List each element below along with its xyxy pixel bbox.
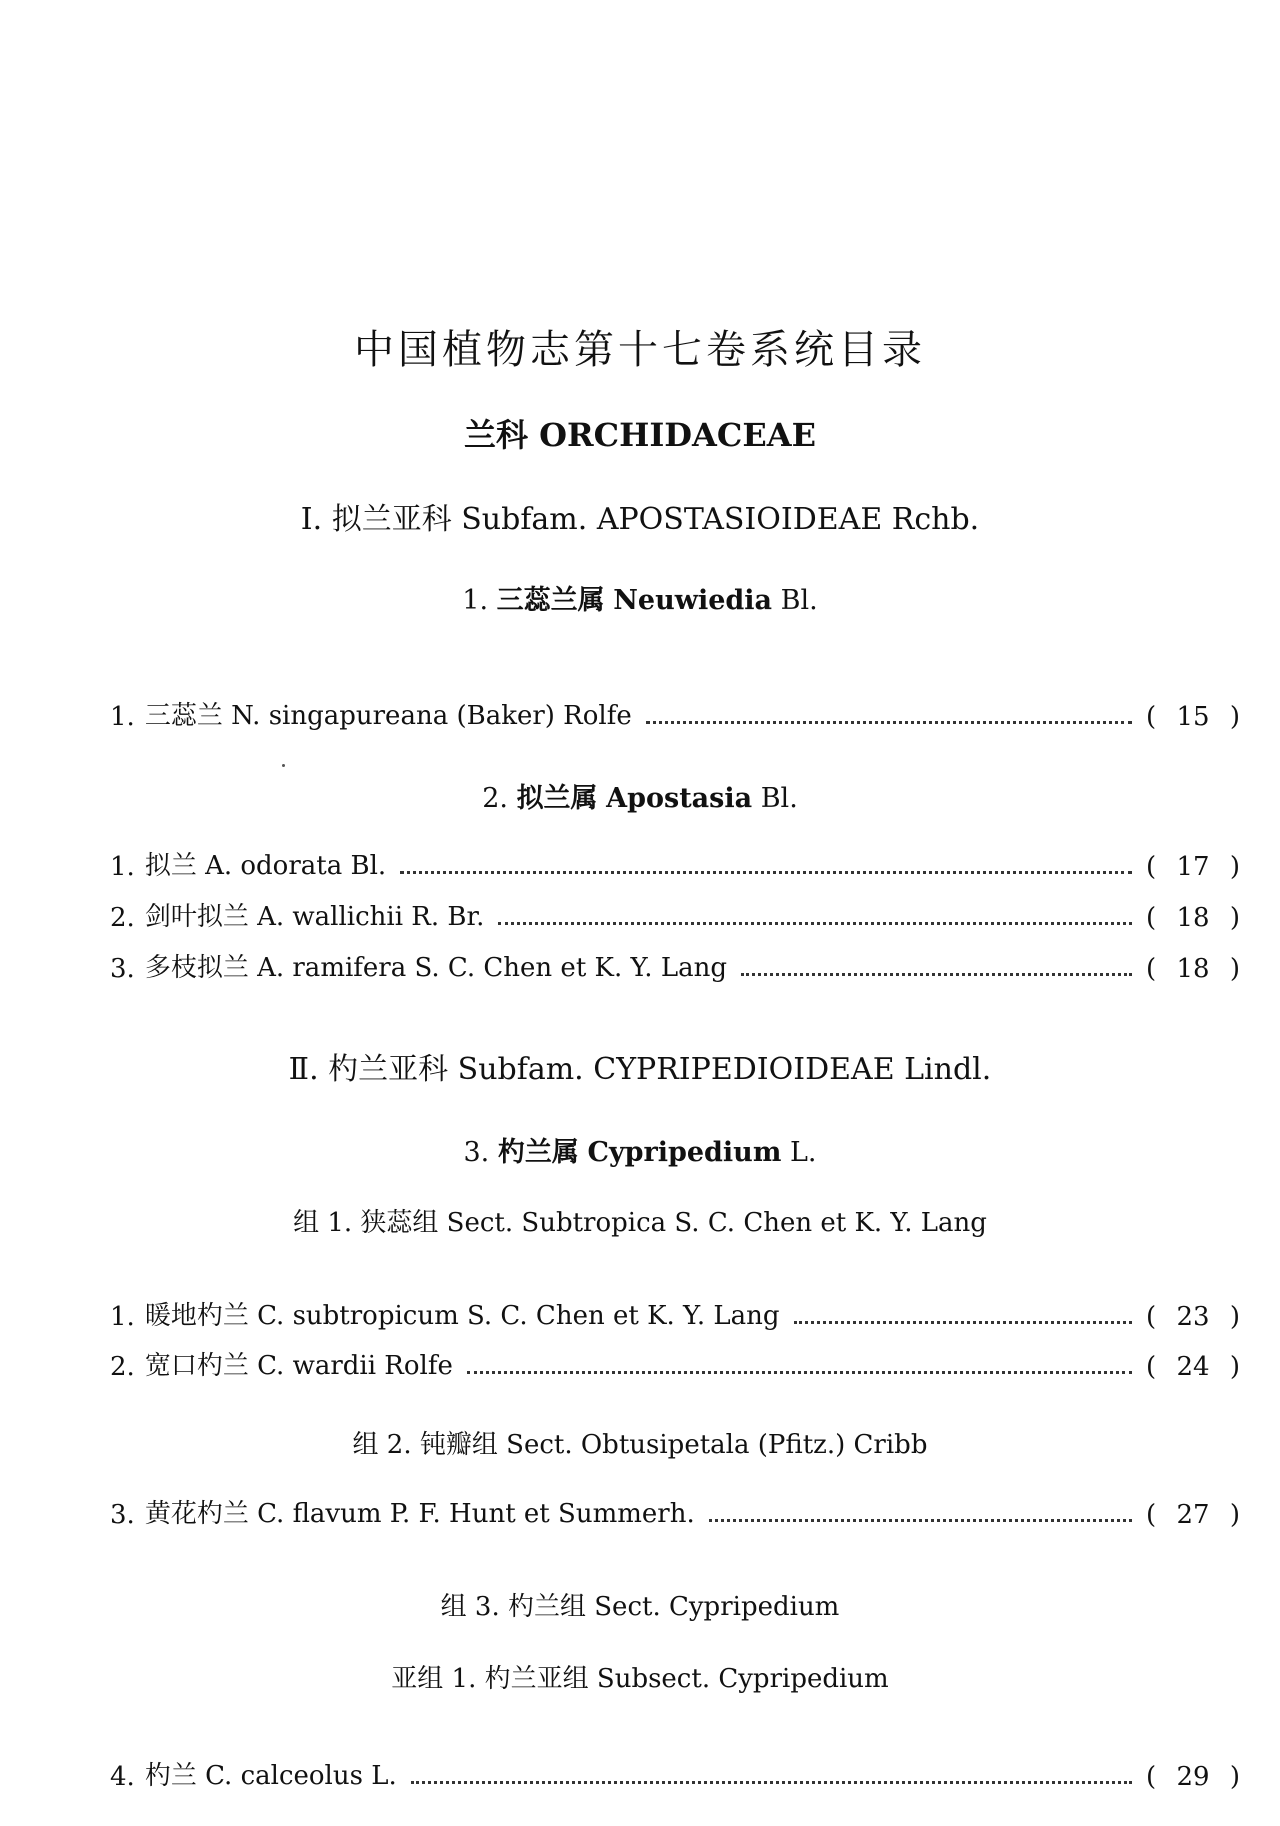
entry-number: 1. <box>110 702 135 732</box>
page-number: 27 <box>1176 1500 1210 1530</box>
entry-text: 黄花杓兰 C. flavum P. F. Hunt et Summerh. <box>144 1499 695 1529</box>
subfamily-heading-2: Ⅱ. 杓兰亚科 Subfam. CYPRIPEDIOIDEAE Lindl. <box>288 1052 992 1087</box>
genus-chinese-name: 三蕊兰属 <box>496 585 605 616</box>
toc-entry[interactable] <box>110 944 1240 984</box>
family-heading: 兰科 ORCHIDACEAE <box>464 416 816 454</box>
toc-entry[interactable] <box>110 1752 1240 1792</box>
entry-text: 剑叶拟兰 A. wallichii R. Br. <box>144 902 485 932</box>
dot-leader <box>709 1518 1132 1522</box>
page-number: 23 <box>1176 1302 1210 1332</box>
page-number: 29 <box>1176 1762 1210 1792</box>
dot-leader <box>411 1780 1132 1784</box>
genus-number: 1. <box>462 585 489 616</box>
dot-leader <box>646 720 1132 724</box>
entry-text: 杓兰 C. calceolus L. <box>144 1761 397 1791</box>
genus-number: 2. <box>482 783 508 814</box>
entry-text: 三蕊兰 N. singapureana (Baker) Rolfe <box>144 701 632 731</box>
page-number: 15 <box>1176 702 1210 732</box>
entry-text: 宽口杓兰 C. wardii Rolfe <box>144 1351 453 1381</box>
entry-number: 4. <box>110 1762 135 1792</box>
genus-chinese-name: 杓兰属 <box>497 1137 579 1168</box>
subsection-heading-1: 亚组 1. 杓兰亚组 Subsect. Cypripedium <box>391 1664 889 1694</box>
section-heading-2: 组 2. 钝瓣组 Sect. Obtusipetala (Pfitz.) Cribb <box>352 1430 928 1460</box>
entry-page: ( 29 ) <box>1146 1762 1240 1792</box>
dot-leader <box>400 870 1132 874</box>
entry-number: 2. <box>110 903 135 933</box>
section-heading-1: 组 1. 狭蕊组 Sect. Subtropica S. C. Chen et K. Y. Lang <box>293 1208 987 1238</box>
entry-number: 1. <box>110 1302 135 1332</box>
entry-page: ( 15 ) <box>1146 702 1240 732</box>
toc-entry[interactable] <box>110 842 1240 882</box>
page-number: 17 <box>1176 852 1210 882</box>
genus-heading-3 <box>0 1130 1280 1169</box>
genus-latin-name: Neuwiedia <box>613 585 773 616</box>
section-heading-3: 组 3. 杓兰组 Sect. Cypripedium <box>440 1592 840 1622</box>
page-title: 中国植物志第十七卷系统目录 <box>354 327 926 373</box>
genus-latin-name: Apostasia <box>606 783 753 814</box>
genus-number: 3. <box>463 1137 490 1168</box>
entry-page: ( 24 ) <box>1146 1352 1240 1382</box>
genus-author: Bl. <box>780 585 818 616</box>
page-number: 24 <box>1176 1352 1210 1382</box>
dot-leader <box>794 1320 1132 1324</box>
entry-number: 3. <box>110 954 135 984</box>
entry-text: 多枝拟兰 A. ramifera S. C. Chen et K. Y. Lang <box>144 953 727 983</box>
subfamily-heading-1: Ⅰ. 拟兰亚科 Subfam. APOSTASIOIDEAE Rchb. <box>300 502 980 537</box>
genus-author: L. <box>789 1137 817 1168</box>
toc-entry[interactable] <box>110 1292 1240 1332</box>
page-number: 18 <box>1176 954 1210 984</box>
genus-chinese-name: 拟兰属 <box>516 783 598 814</box>
genus-latin-name: Cypripedium <box>587 1137 782 1168</box>
genus-heading-1 <box>0 578 1280 617</box>
entry-page: ( 18 ) <box>1146 903 1240 933</box>
entry-number: 2. <box>110 1352 135 1382</box>
scan-speck <box>282 764 285 767</box>
entry-page: ( 27 ) <box>1146 1500 1240 1530</box>
entry-text: 拟兰 A. odorata Bl. <box>144 851 387 881</box>
entry-page: ( 23 ) <box>1146 1302 1240 1332</box>
entry-number: 1. <box>110 852 135 882</box>
dot-leader <box>498 921 1132 925</box>
entry-number: 3. <box>110 1500 135 1530</box>
entry-page: ( 17 ) <box>1146 852 1240 882</box>
entry-text: 暖地杓兰 C. subtropicum S. C. Chen et K. Y. Lang <box>144 1301 780 1331</box>
toc-entry[interactable] <box>110 1342 1240 1382</box>
dot-leader <box>741 972 1132 976</box>
genus-author: Bl. <box>760 783 798 814</box>
dot-leader <box>467 1370 1132 1374</box>
toc-entry[interactable] <box>110 692 1240 732</box>
entry-page: ( 18 ) <box>1146 954 1240 984</box>
toc-entry[interactable] <box>110 893 1240 933</box>
page-number: 18 <box>1176 903 1210 933</box>
toc-entry[interactable] <box>110 1490 1240 1530</box>
genus-heading-2 <box>0 776 1280 815</box>
